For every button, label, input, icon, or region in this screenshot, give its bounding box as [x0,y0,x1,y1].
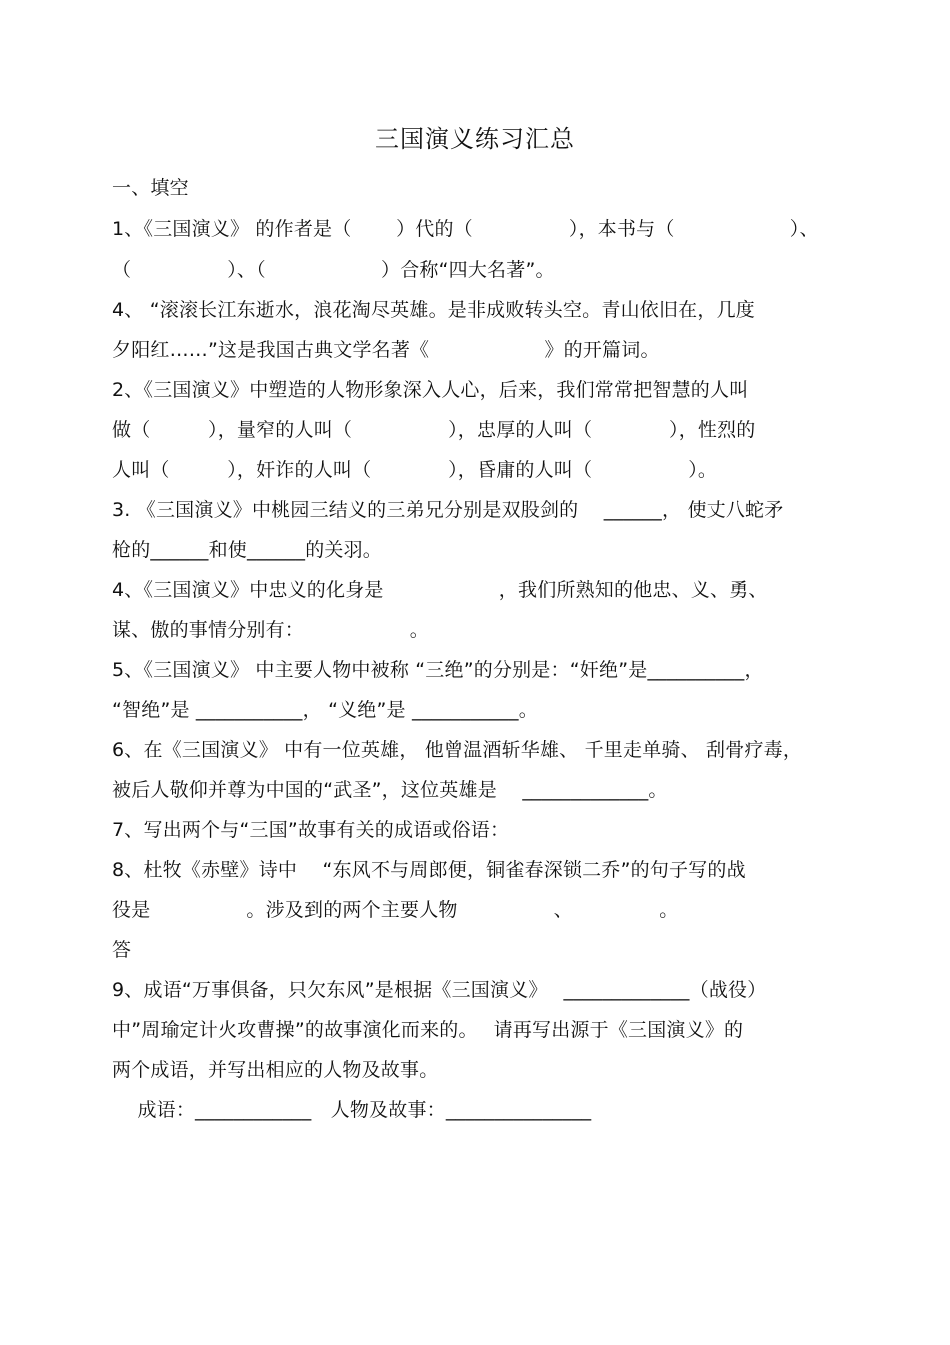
page-title: 三国演义练习汇总 [375,125,575,153]
text-line: 1、《三国演义》 的作者是（ ）代的（ ），本书与（ ）、 [112,218,819,240]
text-line: 答 [112,939,132,961]
text-line: 人叫（ ），奸诈的人叫（ ），昏庸的人叫（ ）。 [112,459,718,481]
text-line: 3. 《三国演义》中桃园三结义的三弟兄分别是双股剑的 ______， 使丈八蛇矛 [112,499,784,521]
text-line: 夕阳红……”这是我国古典文学名著《 》的开篇词。 [112,339,660,361]
text-line: 7、写出两个与“三国”故事有关的成语或俗语： [112,819,510,841]
text-line: 5、《三国演义》 中主要人物中被称 “三绝”的分别是：“奸绝”是__________， [112,659,764,681]
text-line: 6、在《三国演义》 中有一位英雄， 他曾温酒斩华雄、 千里走单骑、 刮骨疗毒， [112,739,803,761]
text-line: 做（ ），量窄的人叫（ ），忠厚的人叫（ ），性烈的 [112,419,756,441]
text-line: （ ）、（ ）合称“四大名著”。 [112,259,555,281]
text-line: 4、《三国演义》中忠义的化身是 ，我们所熟知的他忠、义、勇、 [112,579,768,601]
text-line: 4、 “滚滚长江东逝水，浪花淘尽英雄。是非成败转头空。青山依旧在，几度 [112,299,755,321]
text-line: 8、杜牧《赤壁》诗中 “东风不与周郎便，铜雀春深锁二乔”的句子写的战 [112,859,746,881]
text-line: 中”周瑜定计火攻曹操”的故事演化而来的。 请再写出源于《三国演义》的 [112,1019,744,1041]
text-line: “智绝”是 ___________， “义绝”是 ___________。 [112,699,538,721]
text-line: 9、成语“万事俱备，只欠东风”是根据《三国演义》 _____________（战役） [112,979,767,1001]
text-line: 谋、傲的事情分别有： 。 [112,619,429,641]
section-heading: 一、填空 [112,177,189,199]
text-line: 枪的______和使______的关羽。 [112,539,383,561]
text-line: 被后人敬仰并尊为中国的“武圣”，这位英雄是 _____________。 [112,779,668,801]
text-line: 役是 。涉及到的两个主要人物 、 。 [112,899,679,921]
text-line: 两个成语，并写出相应的人物及故事。 [112,1059,439,1081]
text-line: 2、《三国演义》中塑造的人物形象深入人心，后来，我们常常把智慧的人叫 [112,379,749,401]
text-line: 成语：____________ 人物及故事：_______________ [112,1099,592,1121]
